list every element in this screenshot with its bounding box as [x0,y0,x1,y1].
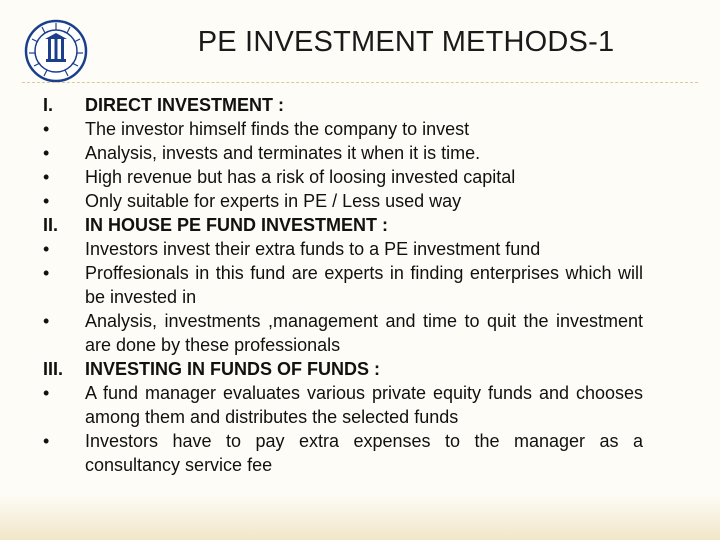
list-item [43,189,643,213]
method-list [43,93,643,477]
bullet-icon: • [43,167,50,187]
list-item [43,381,643,429]
bullet-text: Proffesionals in this fund are experts in finding enterprises which will be invested in [85,263,643,307]
bullet-text: The investor himself finds the company to invest [85,119,470,139]
list-item [43,141,643,165]
bullet-icon: • [43,263,50,283]
bullet-icon: • [43,119,50,139]
section-number: III. [43,359,64,379]
bullet-icon: • [43,311,50,331]
university-seal-logo [24,19,88,83]
bullet-icon: • [43,191,50,211]
slide-title: PE INVESTMENT METHODS-1 [197,26,615,58]
bullet-text: Only suitable for experts in PE / Less used way [85,191,462,211]
section-heading: INVESTING IN FUNDS OF FUNDS : [85,359,381,379]
list-item [43,237,643,261]
bullet-text: Analysis, investments ,management and time to quit the investment are done by these professionals [85,311,643,355]
bullet-text: Investors invest their extra funds to a PE investment fund [85,239,541,259]
footer-band [0,494,720,540]
bullet-text: Analysis, invests and terminates it when it is time. [85,143,481,163]
bullet-text: High revenue but has a risk of loosing invested capital [85,167,516,187]
university-seal-icon [24,19,88,83]
bullet-text: A fund manager evaluates various private equity funds and chooses among them and distributes the selected funds [85,383,643,427]
list-item [43,117,643,141]
list-item [43,429,643,477]
list-item [43,357,643,381]
section-number: II. [43,215,59,235]
list-item [43,165,643,189]
bullet-icon: • [43,239,50,259]
section-number: I. [43,95,54,115]
bullet-text: Investors have to pay extra expenses to the manager as a consultancy service fee [85,431,643,475]
title-divider [22,82,698,83]
list-item [43,261,643,309]
bullet-icon: • [43,143,50,163]
bullet-icon: • [43,431,50,451]
list-item [43,309,643,357]
list-item [43,93,643,117]
section-heading: DIRECT INVESTMENT : [85,95,285,115]
list-item [43,213,643,237]
bullet-icon: • [43,383,50,403]
section-heading: IN HOUSE PE FUND INVESTMENT : [85,215,389,235]
